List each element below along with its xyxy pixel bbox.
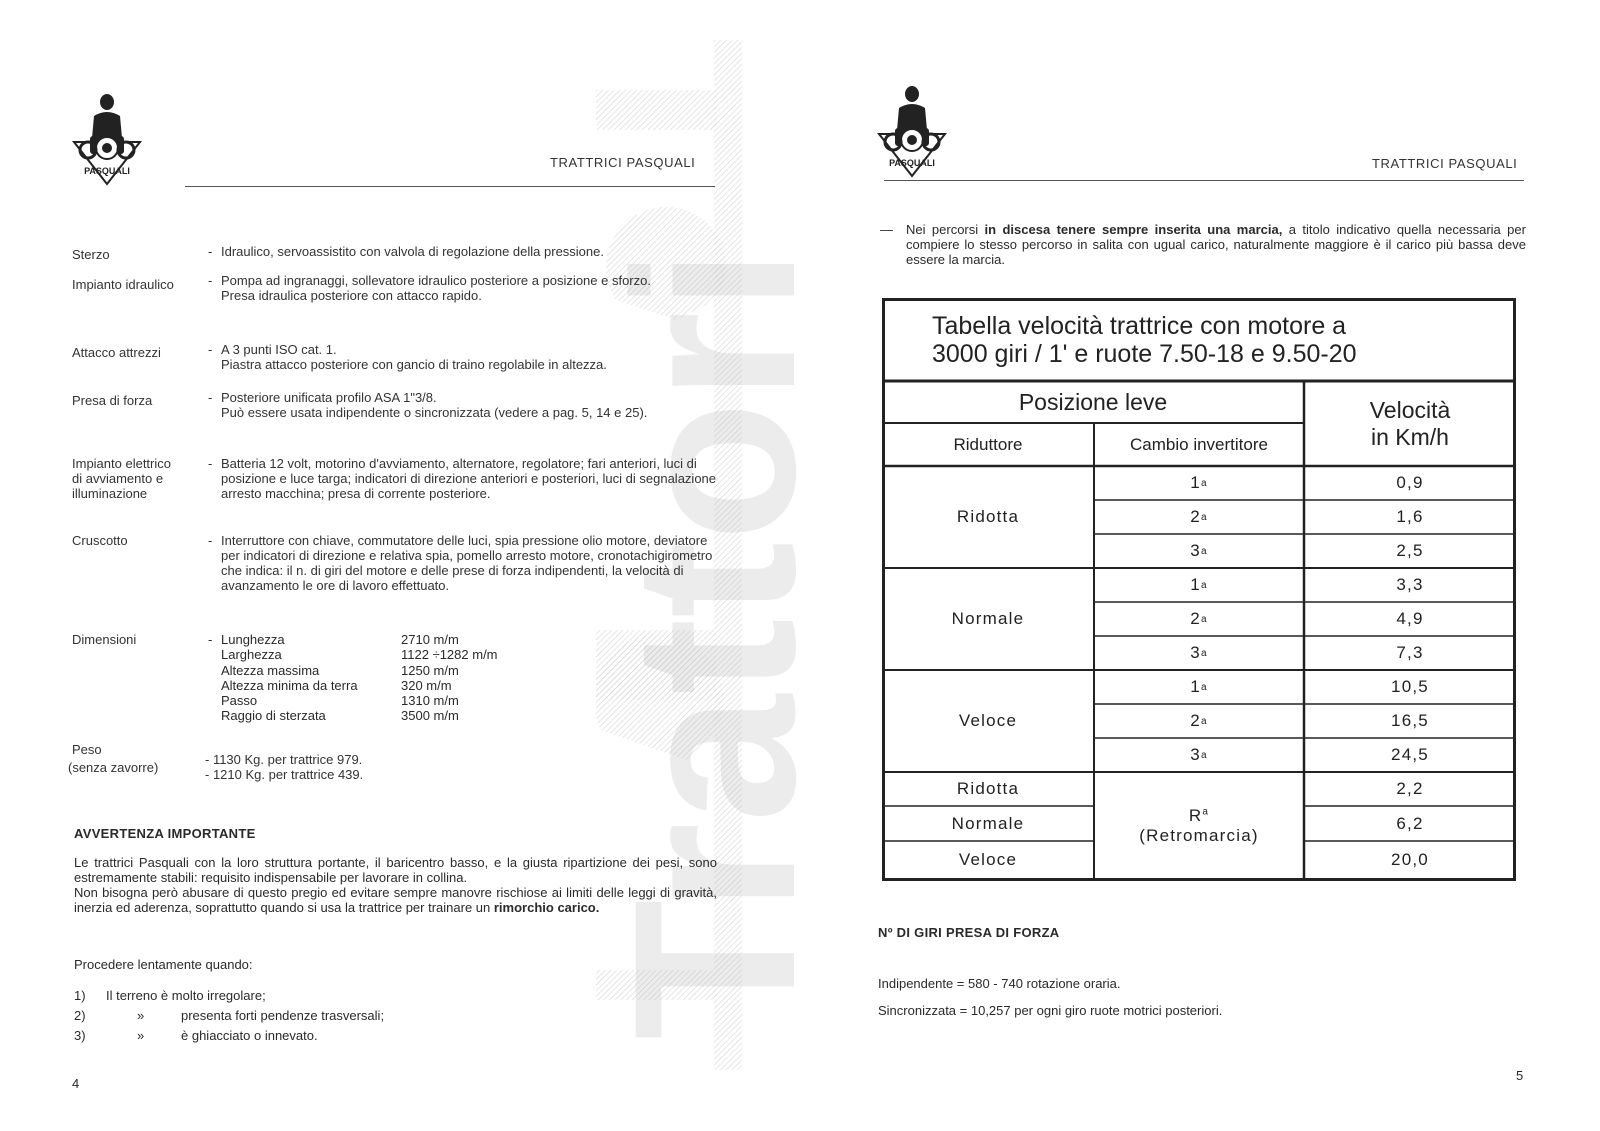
brand-header: TRATTRICI PASQUALI [550, 155, 696, 170]
spec-value-peso: - 1130 Kg. per trattrice 979. - 1210 Kg. per trattrice 439. [205, 752, 364, 782]
descent-note: — Nei percorsi in discesa tenere sempre inserita una marcia, a titolo indicativo quella necessaria per compiere lo stesso percorso in salita con ugual carico, naturalmente maggiore è il carico più bassa deve essere la marcia. [880, 222, 1526, 267]
reducer-cell: Normale [951, 813, 1025, 833]
ditto-mark: » [137, 1028, 145, 1043]
logo-text: PASQUALI [84, 166, 130, 176]
spec-value-impianto-elettrico: - Batteria 12 volt, motorino d'avviamento, alternatore, regolatore; fari anteriori, luci di posizione e luce targa; indicatori di direzione anteriori e posteriori, luci di segnalazione arresto macchina; presa di corrente posteriore. [208, 456, 717, 501]
header-gearbox: Cambio invertitore [1130, 434, 1268, 454]
spec-value-presa-di-forza: - Posteriore unificata profilo ASA 1"3/8. Può essere usata indipendente o sincronizzata (vedere a pag. 5, 14 e 25). [208, 390, 648, 420]
gear-cell: 1 a [1190, 575, 1208, 594]
gear-cell: 2 a [1190, 609, 1208, 628]
condition-text: è ghiacciato o innevato. [181, 1028, 318, 1043]
spec-label-presa-di-forza: Presa di forza [72, 393, 153, 408]
speed-cell: 10,5 [1391, 677, 1429, 696]
gear-cell: 2 a [1190, 711, 1208, 730]
spec-label-sterzo: Sterzo [72, 247, 110, 262]
table-title: Tabella velocità trattrice con motore a 3000 giri / 1' e ruote 7.50-18 e 9.50-20 [932, 312, 1357, 368]
procedure-heading: Procedere lentamente quando: [74, 957, 253, 972]
watermark-text: Trattori [586, 247, 843, 1040]
header-speed: Velocità in Km/h [1369, 396, 1451, 450]
spec-sublabel-peso: (senza zavorre) [68, 760, 159, 775]
speed-cell: 7,3 [1396, 643, 1424, 662]
spec-label-dimensioni: Dimensioni [72, 632, 137, 647]
speed-cell: 24,5 [1391, 745, 1429, 764]
page-number: 4 [72, 1076, 80, 1091]
gear-cell: 3 a [1190, 745, 1208, 764]
header-position: Posizione leve [1018, 388, 1168, 415]
spec-value-sterzo: - Idraulico, servoassistito con valvola di regolazione della pressione. [208, 244, 604, 259]
gear-cell: 1 a [1190, 677, 1208, 696]
pto-synchronized: Sincronizzata = 10,257 per ogni giro ruote motrici posteriori. [878, 1003, 1223, 1018]
spec-value-cruscotto: - Interruttore con chiave, commutatore delle luci, spia pressione olio motore, deviatore per indicatori di direzione e relativa spia, pomello arresto motore, cronotachigirometro che indica: il n. di giri del motore e delle prese di forza indipendenti, la velocità di avanzamento le ore di lavoro effettuato. [208, 533, 713, 593]
condition-num: 3) [74, 1028, 86, 1043]
spec-label-peso: Peso [72, 742, 102, 757]
header-reducer: Riduttore [953, 434, 1023, 454]
pto-independent: Indipendente = 580 - 740 rotazione oraria. [878, 976, 1121, 991]
condition-num: 2) [74, 1008, 86, 1023]
spec-value-impianto-idraulico: - Pompa ad ingranaggi, sollevatore idraulico posteriore a posizione e sforzo. Presa idraulica posteriore con attacco rapido. [208, 273, 651, 303]
pasquali-logo-icon [873, 74, 951, 184]
brand-header: TRATTRICI PASQUALI [1372, 156, 1518, 171]
gear-cell: 3 a [1190, 643, 1208, 662]
pasquali-logo-icon [68, 82, 146, 192]
page-number: 5 [1516, 1068, 1524, 1083]
pto-title: Nº DI GIRI PRESA DI FORZA [878, 925, 1060, 940]
reverse-gear-cell: $R^a$ (Retromarcia) [1139, 805, 1259, 845]
speed-cell: 2,2 [1396, 779, 1424, 798]
speed-cell: 20,0 [1391, 850, 1429, 869]
condition-num: 1) [74, 988, 86, 1003]
ditto-mark: » [137, 1008, 145, 1023]
condition-text: Il terreno è molto irregolare; [106, 988, 266, 1003]
reducer-cell: Veloce [958, 850, 1018, 869]
speed-cell: 4,9 [1396, 609, 1424, 628]
logo-text: PASQUALI [889, 158, 935, 168]
speed-cell: 2,5 [1396, 541, 1424, 560]
warning-paragraph: Le trattrici Pasquali con la loro struttura portante, il baricentro basso, e la giusta ripartizione dei pesi, sono estremamente stabili: requisito indispensabile per lavorare in collina. Non bisogna però abusare di questo pregio ed evitare sempre manovre rischiose ai limiti delle leggi di gravità, inerzia ed aderenza, soprattutto quando si usa la trattrice per trainare un rimorchio carico. [74, 855, 717, 915]
gear-cell: 2 a [1190, 507, 1208, 526]
speed-cell: 6,2 [1396, 813, 1424, 833]
speed-cell: 1,6 [1396, 507, 1424, 526]
spec-label-cruscotto: Cruscotto [72, 533, 128, 548]
reducer-cell: Veloce [958, 711, 1018, 730]
left-page: Trattori PASQUALI TRATTRICI PASQUALI Sterzo - Idraulico, servoassistito con valvola di regolazione della pressione. Impianto idraulico - Pompa ad ingranaggi, sollevatore idraulico posteriore a posizione e sforzo. Presa idraulica posteriore con attacco rapido. Attacco attrezzi - A 3 punti ISO cat. 1. Piastra attacco posteriore con gancio di traino regolabile in altezza. Presa di forza - Posteriore unificata profilo ASA 1"3/8. Può essere usata indipendente o sincronizzata (vedere a pag. 5, 14 e 25). Impianto elettrico di avviamento e illuminazione - Batteria 12 volt, motorino d'avviamento, alternatore, regolatore; fari anteriori, luci di posizione e luce targa; indicatori di direzione anteriori e posteriori, luci di segnalazione arresto macchina; presa di corrente posteriore. Cruscotto - Interruttore con chiave, commutatore delle luci, spia pressione olio motore, deviatore per indicatori di direzione e relativa spia, pomello arresto motore, cronotachigirometro che indica: il n. di giri del motore e delle prese di forza indipendenti, la velocità di avanzamento le ore di lavoro effettuato. Dimensioni - Lunghezza 2710 m/m Larghezza 1122 ÷1282 m/m Altezza massima 1250 m/m Altezza minima da terra 320 m/m Passo 1310 m/m Raggio di sterzata 3500 m/m Peso (senza zavorre) - 1130 Kg. per trattrice 979. - 1210 Kg. per trattrice 439. AVVERTENZA IMPORTANTE Le trattrici Pasquali con la loro struttura portante, il baricentro basso, e la giusta ripartizione dei pesi, sono estremamente stabili: requisito indispensabile per lavorare in collina. Non bisogna però abusare di questo pregio ed evitare sempre manovre rischiose ai limiti delle leggi di gravità, inerzia ed aderenza, soprattutto quando si usa la trattrice per trainare un rimorchio carico. Procedere lentamente quando: 1) Il terreno è molto irregolare; 2) » presenta forti pendenze trasversali; 3) » è ghiacciato o innevato. 4 [0, 0, 790, 1131]
gear-cell: 1 a [1190, 473, 1208, 492]
speed-cell: 16,5 [1391, 711, 1429, 730]
gear-cell: 3 a [1190, 541, 1208, 560]
spec-label-impianto-elettrico: Impianto elettrico di avviamento e illuminazione [72, 456, 171, 501]
spec-label-impianto-idraulico: Impianto idraulico [72, 277, 174, 292]
reducer-cell: Normale [951, 609, 1025, 628]
spec-label-attacco-attrezzi: Attacco attrezzi [72, 345, 161, 360]
reducer-cell: Ridotta [956, 507, 1020, 526]
speed-table [882, 298, 1516, 881]
speed-cell: 0,9 [1396, 473, 1424, 492]
header-rule [185, 186, 715, 187]
header-rule [884, 180, 1524, 181]
reducer-cell: Ridotta [956, 779, 1020, 798]
spec-value-attacco-attrezzi: - A 3 punti ISO cat. 1. Piastra attacco posteriore con gancio di traino regolabile in altezza. [208, 342, 607, 372]
warning-title: AVVERTENZA IMPORTANTE [74, 826, 256, 841]
speed-cell: 3,3 [1396, 575, 1424, 594]
condition-text: presenta forti pendenze trasversali; [181, 1008, 385, 1023]
